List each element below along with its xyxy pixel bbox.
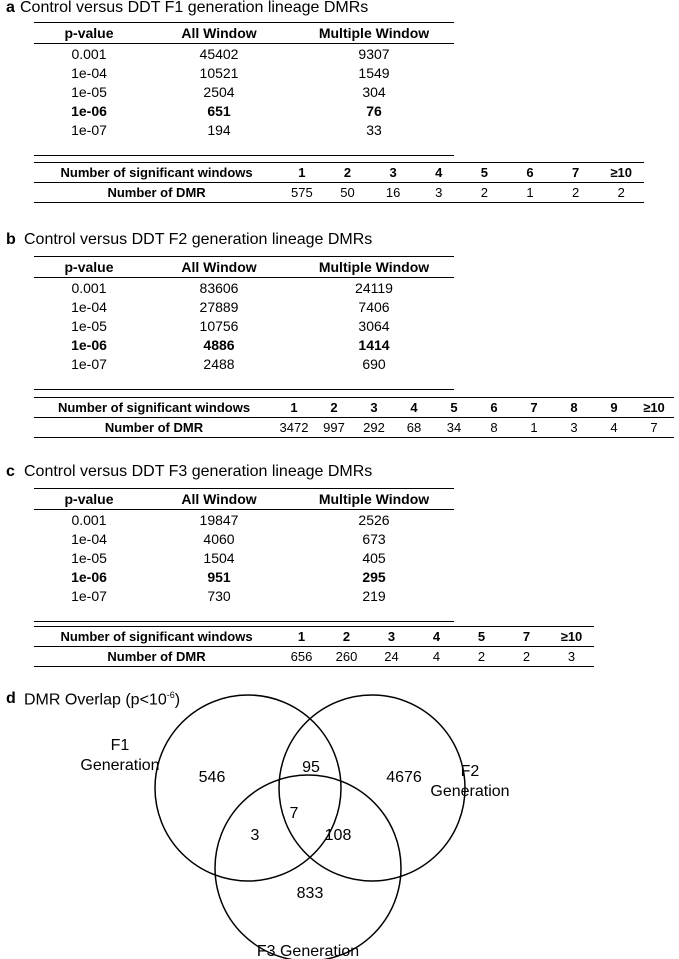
- table-cell: [144, 605, 294, 622]
- table-cell: ≥10: [634, 398, 674, 418]
- table-cell: 8: [490, 420, 498, 435]
- table-cell: 295: [362, 568, 386, 585]
- table-cell: 997: [323, 420, 345, 435]
- table-cell: 3: [567, 649, 576, 664]
- table-row-highlight: [34, 101, 454, 120]
- table-cell: 7: [514, 398, 554, 418]
- table-row: [34, 529, 454, 548]
- table-cell: [34, 373, 144, 390]
- table-row: [34, 82, 454, 101]
- table-cell: 10521: [199, 64, 239, 81]
- table-cell: 76: [366, 102, 382, 119]
- f1-label-line2: Generation: [80, 757, 160, 774]
- table-cell: 5: [434, 398, 474, 418]
- table-cell: 6: [474, 398, 514, 418]
- table-cell: 24119: [355, 279, 393, 296]
- table-cell: 6: [507, 163, 553, 183]
- table-cell: 0.001: [71, 279, 107, 296]
- table-row: [34, 120, 454, 139]
- table-row: [34, 257, 454, 278]
- header-all-window: All Window: [144, 23, 294, 44]
- table-cell: 2: [325, 163, 371, 183]
- table-cell: 3472: [279, 420, 309, 435]
- table-cell: 16: [385, 185, 401, 200]
- count-f1-f2: 95: [302, 759, 320, 776]
- table-cell: 1e-06: [71, 336, 107, 353]
- table-row: [34, 183, 644, 203]
- table-cell: 3: [435, 185, 443, 200]
- table-cell: 1e-05: [71, 317, 107, 334]
- table-cell: 4886: [203, 336, 235, 353]
- table-row: [34, 647, 594, 667]
- table-cell: 0.001: [71, 511, 107, 528]
- pvalue-table-c: [34, 488, 454, 622]
- windows-table-c: [34, 626, 594, 667]
- table-row: [34, 63, 454, 82]
- table-cell: 7: [504, 627, 549, 647]
- table-cell: 2488: [203, 355, 235, 372]
- table-cell: ≥10: [549, 627, 594, 647]
- table-cell: 651: [207, 102, 231, 119]
- table-cell: 7: [650, 420, 658, 435]
- table-cell: 3064: [358, 317, 390, 334]
- table-cell: 3: [354, 398, 394, 418]
- table-row: [34, 44, 454, 64]
- header-pvalue: p-value: [34, 257, 144, 278]
- table-cell: 1: [530, 420, 538, 435]
- table-cell: 9307: [358, 45, 390, 62]
- panel-c-label: c: [6, 463, 15, 480]
- table-cell: 24: [384, 649, 399, 664]
- table-cell: 83606: [199, 279, 239, 296]
- table-cell: [294, 373, 454, 390]
- table-cell: 4: [416, 163, 462, 183]
- table-cell: 9: [594, 398, 634, 418]
- table-row: [34, 605, 454, 622]
- table-row-highlight: [34, 335, 454, 354]
- table-cell: 3: [369, 627, 414, 647]
- table-row: [34, 316, 454, 335]
- table-cell: 7406: [358, 298, 390, 315]
- table-cell: 2: [571, 185, 580, 200]
- count-f1-f3: 3: [250, 827, 260, 844]
- table-cell: 4060: [203, 530, 235, 547]
- count-f1-only: 546: [198, 769, 226, 786]
- table-cell: 50: [340, 185, 355, 200]
- table-cell: 1e-04: [71, 64, 107, 81]
- table-cell: [34, 139, 144, 156]
- table-cell: 194: [207, 121, 231, 138]
- table-cell: 34: [446, 420, 462, 435]
- table-row: [34, 489, 454, 510]
- table-cell: 1e-07: [71, 121, 107, 138]
- table-cell: [144, 373, 294, 390]
- table-cell: 1e-05: [71, 83, 107, 100]
- header-multiple-window: Multiple Window: [294, 257, 454, 278]
- table-cell: 1e-04: [71, 530, 107, 547]
- table-row: [34, 418, 674, 438]
- dmr-label: Number of DMR: [107, 649, 206, 664]
- venn-diagram: [0, 690, 679, 959]
- panel-b-title: Control versus DDT F2 generation lineage DMRs: [24, 231, 373, 248]
- header-multiple-window: Multiple Window: [294, 23, 454, 44]
- table-row: [34, 163, 644, 183]
- table-cell: 2: [314, 398, 354, 418]
- header-all-window: All Window: [144, 489, 294, 510]
- venn-title: DMR Overlap $(p<10^{-6})$: [24, 690, 181, 709]
- table-cell: [294, 605, 454, 622]
- table-row: [34, 139, 454, 156]
- table-cell: 5: [462, 163, 508, 183]
- table-cell: 2526: [358, 511, 390, 528]
- table-cell: 4: [432, 649, 441, 664]
- dmr-label: Number of DMR: [107, 185, 206, 200]
- table-cell: 405: [362, 549, 386, 566]
- table-cell: 673: [362, 530, 386, 547]
- pvalue-table-b: [34, 256, 454, 390]
- table-cell: 951: [207, 568, 231, 585]
- table-row: [34, 586, 454, 605]
- table-cell: 3: [570, 420, 578, 435]
- table-cell: 260: [335, 649, 358, 664]
- table-row: [34, 373, 454, 390]
- venn-circle-f3: [215, 775, 401, 959]
- table-cell: 2: [522, 649, 531, 664]
- f1-label-line1: F1: [110, 737, 130, 754]
- windows-label: Number of significant windows: [34, 627, 279, 647]
- windows-label: Number of significant windows: [34, 398, 274, 418]
- table-cell: 1e-06: [71, 102, 107, 119]
- header-all-window: All Window: [144, 257, 294, 278]
- header-multiple-window: Multiple Window: [294, 489, 454, 510]
- windows-table-b: [34, 397, 674, 438]
- panel-c-title: Control versus DDT F3 generation lineage DMRs: [24, 463, 373, 480]
- table-cell: 4: [610, 420, 618, 435]
- table-cell: 1e-04: [71, 298, 107, 315]
- table-cell: 33: [366, 121, 382, 138]
- table-cell: 656: [290, 649, 313, 664]
- table-cell: 2: [480, 185, 488, 200]
- table-row: [34, 297, 454, 316]
- table-row: [34, 23, 454, 44]
- count-f3-only: 833: [296, 885, 324, 902]
- table-cell: 219: [362, 587, 386, 604]
- panel-d-label: d: [6, 690, 16, 707]
- table-row-highlight: [34, 567, 454, 586]
- table-cell: 1504: [203, 549, 235, 566]
- f2-label-line2: Generation: [430, 783, 510, 800]
- count-all: 7: [289, 805, 299, 822]
- table-row: [34, 354, 454, 373]
- panel-a-label: a: [6, 0, 15, 16]
- table-cell: 19847: [199, 511, 239, 528]
- dmr-label: Number of DMR: [104, 420, 204, 435]
- f2-label-line1: F2: [460, 763, 480, 780]
- table-cell: 3: [370, 163, 416, 183]
- windows-table-a: [34, 162, 644, 203]
- table-cell: [144, 139, 294, 156]
- venn-circle-f1: [155, 695, 341, 881]
- table-cell: 730: [207, 587, 231, 604]
- table-cell: [294, 139, 454, 156]
- table-row: [34, 510, 454, 530]
- header-pvalue: p-value: [34, 23, 144, 44]
- table-cell: [34, 605, 144, 622]
- table-cell: 5: [459, 627, 504, 647]
- count-f2-only: 4676: [386, 769, 422, 786]
- table-cell: 1414: [358, 336, 390, 353]
- f3-label: F3 Generation: [256, 943, 360, 959]
- header-pvalue: p-value: [34, 489, 144, 510]
- table-cell: 45402: [199, 45, 239, 62]
- table-cell: 27889: [199, 298, 239, 315]
- table-cell: 0.001: [71, 45, 107, 62]
- table-row: [34, 278, 454, 298]
- table-row: [34, 627, 594, 647]
- table-cell: 292: [363, 420, 385, 435]
- table-cell: 575: [291, 185, 313, 200]
- table-cell: 2: [477, 649, 486, 664]
- windows-label: Number of significant windows: [34, 163, 279, 183]
- table-cell: 1: [274, 398, 314, 418]
- table-cell: 1: [279, 163, 325, 183]
- panel-a-title: Control versus DDT F1 generation lineage DMRs: [20, 0, 369, 16]
- table-row: [34, 398, 674, 418]
- panel-b-label: b: [6, 231, 16, 248]
- table-cell: 1e-05: [71, 549, 107, 566]
- table-cell: 2: [617, 185, 625, 200]
- table-cell: 2504: [203, 83, 235, 100]
- table-cell: 7: [553, 163, 599, 183]
- table-cell: 1e-07: [71, 355, 107, 372]
- table-cell: 1: [526, 185, 534, 200]
- table-cell: ≥10: [598, 163, 644, 183]
- count-f2-f3: 108: [324, 827, 352, 844]
- table-cell: 68: [406, 420, 422, 435]
- table-cell: 2: [324, 627, 369, 647]
- pvalue-table-a: [34, 22, 454, 156]
- table-cell: 8: [554, 398, 594, 418]
- table-cell: 304: [362, 83, 386, 100]
- table-cell: 4: [414, 627, 459, 647]
- table-cell: 1: [279, 627, 324, 647]
- table-cell: 10756: [199, 317, 239, 334]
- table-cell: 1e-06: [71, 568, 107, 585]
- table-cell: 690: [362, 355, 386, 372]
- table-row: [34, 548, 454, 567]
- table-cell: 1e-07: [71, 587, 107, 604]
- table-cell: 1549: [358, 64, 390, 81]
- table-cell: 4: [394, 398, 434, 418]
